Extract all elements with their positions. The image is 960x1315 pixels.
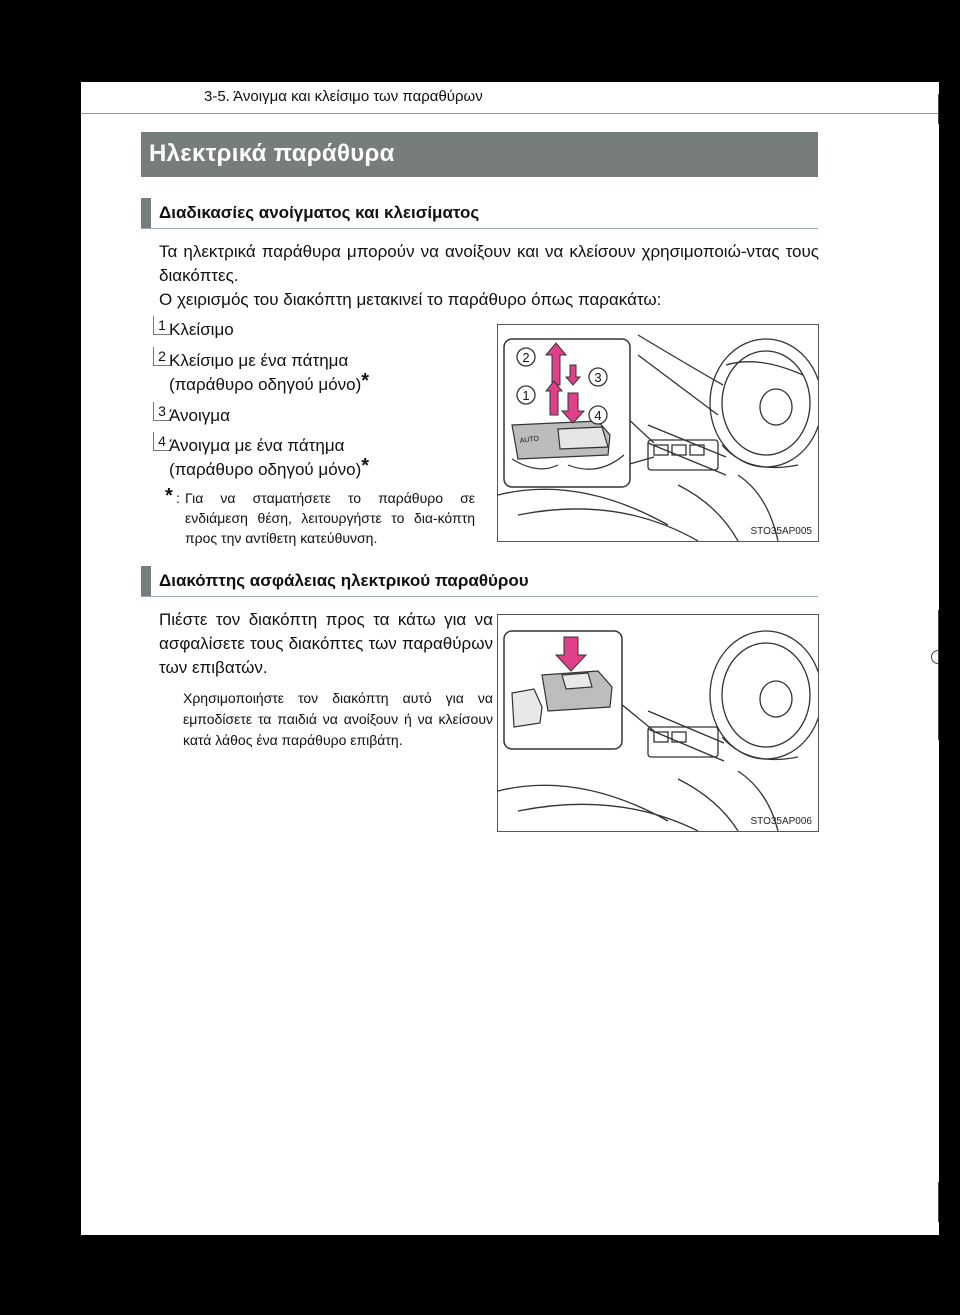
lock-paragraph: Πιέστε τον διακόπτη προς τα κάτω για να ασφαλίσετε τους διακόπτες των παραθύρων των επιβατών. [159, 610, 493, 677]
crop-mark-top [938, 94, 939, 124]
window-switch-illustration [498, 325, 818, 541]
registration-mark [931, 650, 939, 664]
item-number: 1 [153, 316, 170, 335]
footnote-star: * [361, 370, 370, 392]
footnote-text: Για να σταματήσετε το παράθυρο σε ενδιάμεση θέση, λειτουργήστε το δια-κόπτη προς την αντίθετη κατεύθυνση. [185, 490, 475, 546]
section-heading-text: Διαδικασίες ανοίγματος και κλεισίματος [159, 203, 480, 222]
item-sublabel: (παράθυρο οδηγού μόνο)* [169, 455, 370, 479]
section-heading-operation [141, 198, 818, 229]
item-label: Κλείσιμο [169, 320, 234, 339]
figure-window-switch [497, 324, 819, 542]
figure-lock-switch [497, 614, 819, 832]
item-number: 3 [153, 402, 170, 421]
callout-2: 2 [522, 350, 530, 365]
footnote-star: * [361, 455, 370, 477]
crop-mark-bottom [938, 1182, 939, 1222]
header-rule [81, 113, 939, 114]
operation-paragraph: Ο χειρισμός του διακόπτη μετακινεί το παράθυρο όπως παρακάτω: [159, 290, 662, 309]
callout-1: 1 [522, 388, 530, 403]
section-marker [141, 566, 151, 596]
footnote-star: * [165, 485, 173, 507]
lock-switch-illustration [498, 615, 818, 831]
crop-mark-middle [938, 610, 939, 740]
figure-code: STO35AP006 [750, 816, 812, 827]
section-heading-text: Διακόπτης ασφάλειας ηλεκτρικού παραθύρου [159, 571, 529, 590]
intro-paragraph: Τα ηλεκτρικά παράθυρα μπορούν να ανοίξουν και να κλείσουν χρησιμοποιώ-ντας τους διακόπτες. [159, 242, 819, 285]
section-heading-lock [141, 566, 818, 597]
item-label: Άνοιγμα με ένα πάτημα [169, 436, 345, 455]
lock-note: Χρησιμοποιήστε τον διακόπτη αυτό για να εμποδίσετε τα παιδιά να ανοίξουν ή να κλείσουν κατά λάθος ένα παράθυρο επιβάτη. [183, 690, 493, 748]
item-number: 4 [153, 432, 170, 451]
callout-4: 4 [594, 408, 602, 423]
switch-label: AUTO [519, 435, 540, 445]
page-title-bar [141, 132, 818, 177]
page-title: Ηλεκτρικά παράθυρα [149, 140, 395, 167]
running-head: 3-5. Άνοιγμα και κλείσιμο των παραθύρων [204, 88, 483, 105]
item-label: Κλείσιμο με ένα πάτημα [169, 351, 349, 370]
callout-3: 3 [594, 370, 602, 385]
item-number: 2 [153, 347, 170, 366]
figure-code: STO35AP005 [750, 526, 812, 537]
item-sublabel: (παράθυρο οδηγού μόνο)* [169, 370, 370, 394]
manual-page: 3-5. Άνοιγμα και κλείσιμο των παραθύρων Ηλεκτρικά παράθυρα Διαδικασίες ανοίγματος και κλεισίματος Τα ηλεκτρικά παράθυρα μπορούν να ανοίξουν και να κλείσουν χρησιμοποιώ-ντας τους διακόπτες. Ο χειρισμός του διακόπτη μετακινεί το παράθυρο όπως παρακάτω: 1 Κλείσιμο 2 Κλείσιμο με ένα πάτημα (παράθυρο οδηγού μόνο)* 3 Άνοιγμα 4 Άνοιγμα με ένα πάτημα (παράθυρο οδηγού μόνο)* * : Για να σταματήσετε το παράθυρο σε ενδιάμεση θέση, λειτουργήστε το δια-κόπτη προς την αντίθετη κατεύθυνση. AUTO 2 3 1 4 STO35AP005 Διακόπτης ασφάλειας ηλεκτρικού παραθύρου Πιέστε τον διακόπτη προς τα κάτω για να ασφαλίσετε τους διακόπτες των παραθύρων των επιβατών. Χρησιμοποιήστε τον διακόπτη αυτό για να εμποδίσετε τα παιδιά να ανοίξουν ή να κλείσουν κατά λάθος ένα παράθυρο επιβάτη. STO35AP006 [81, 82, 939, 1235]
item-label: Άνοιγμα [169, 406, 230, 425]
section-marker [141, 198, 151, 228]
